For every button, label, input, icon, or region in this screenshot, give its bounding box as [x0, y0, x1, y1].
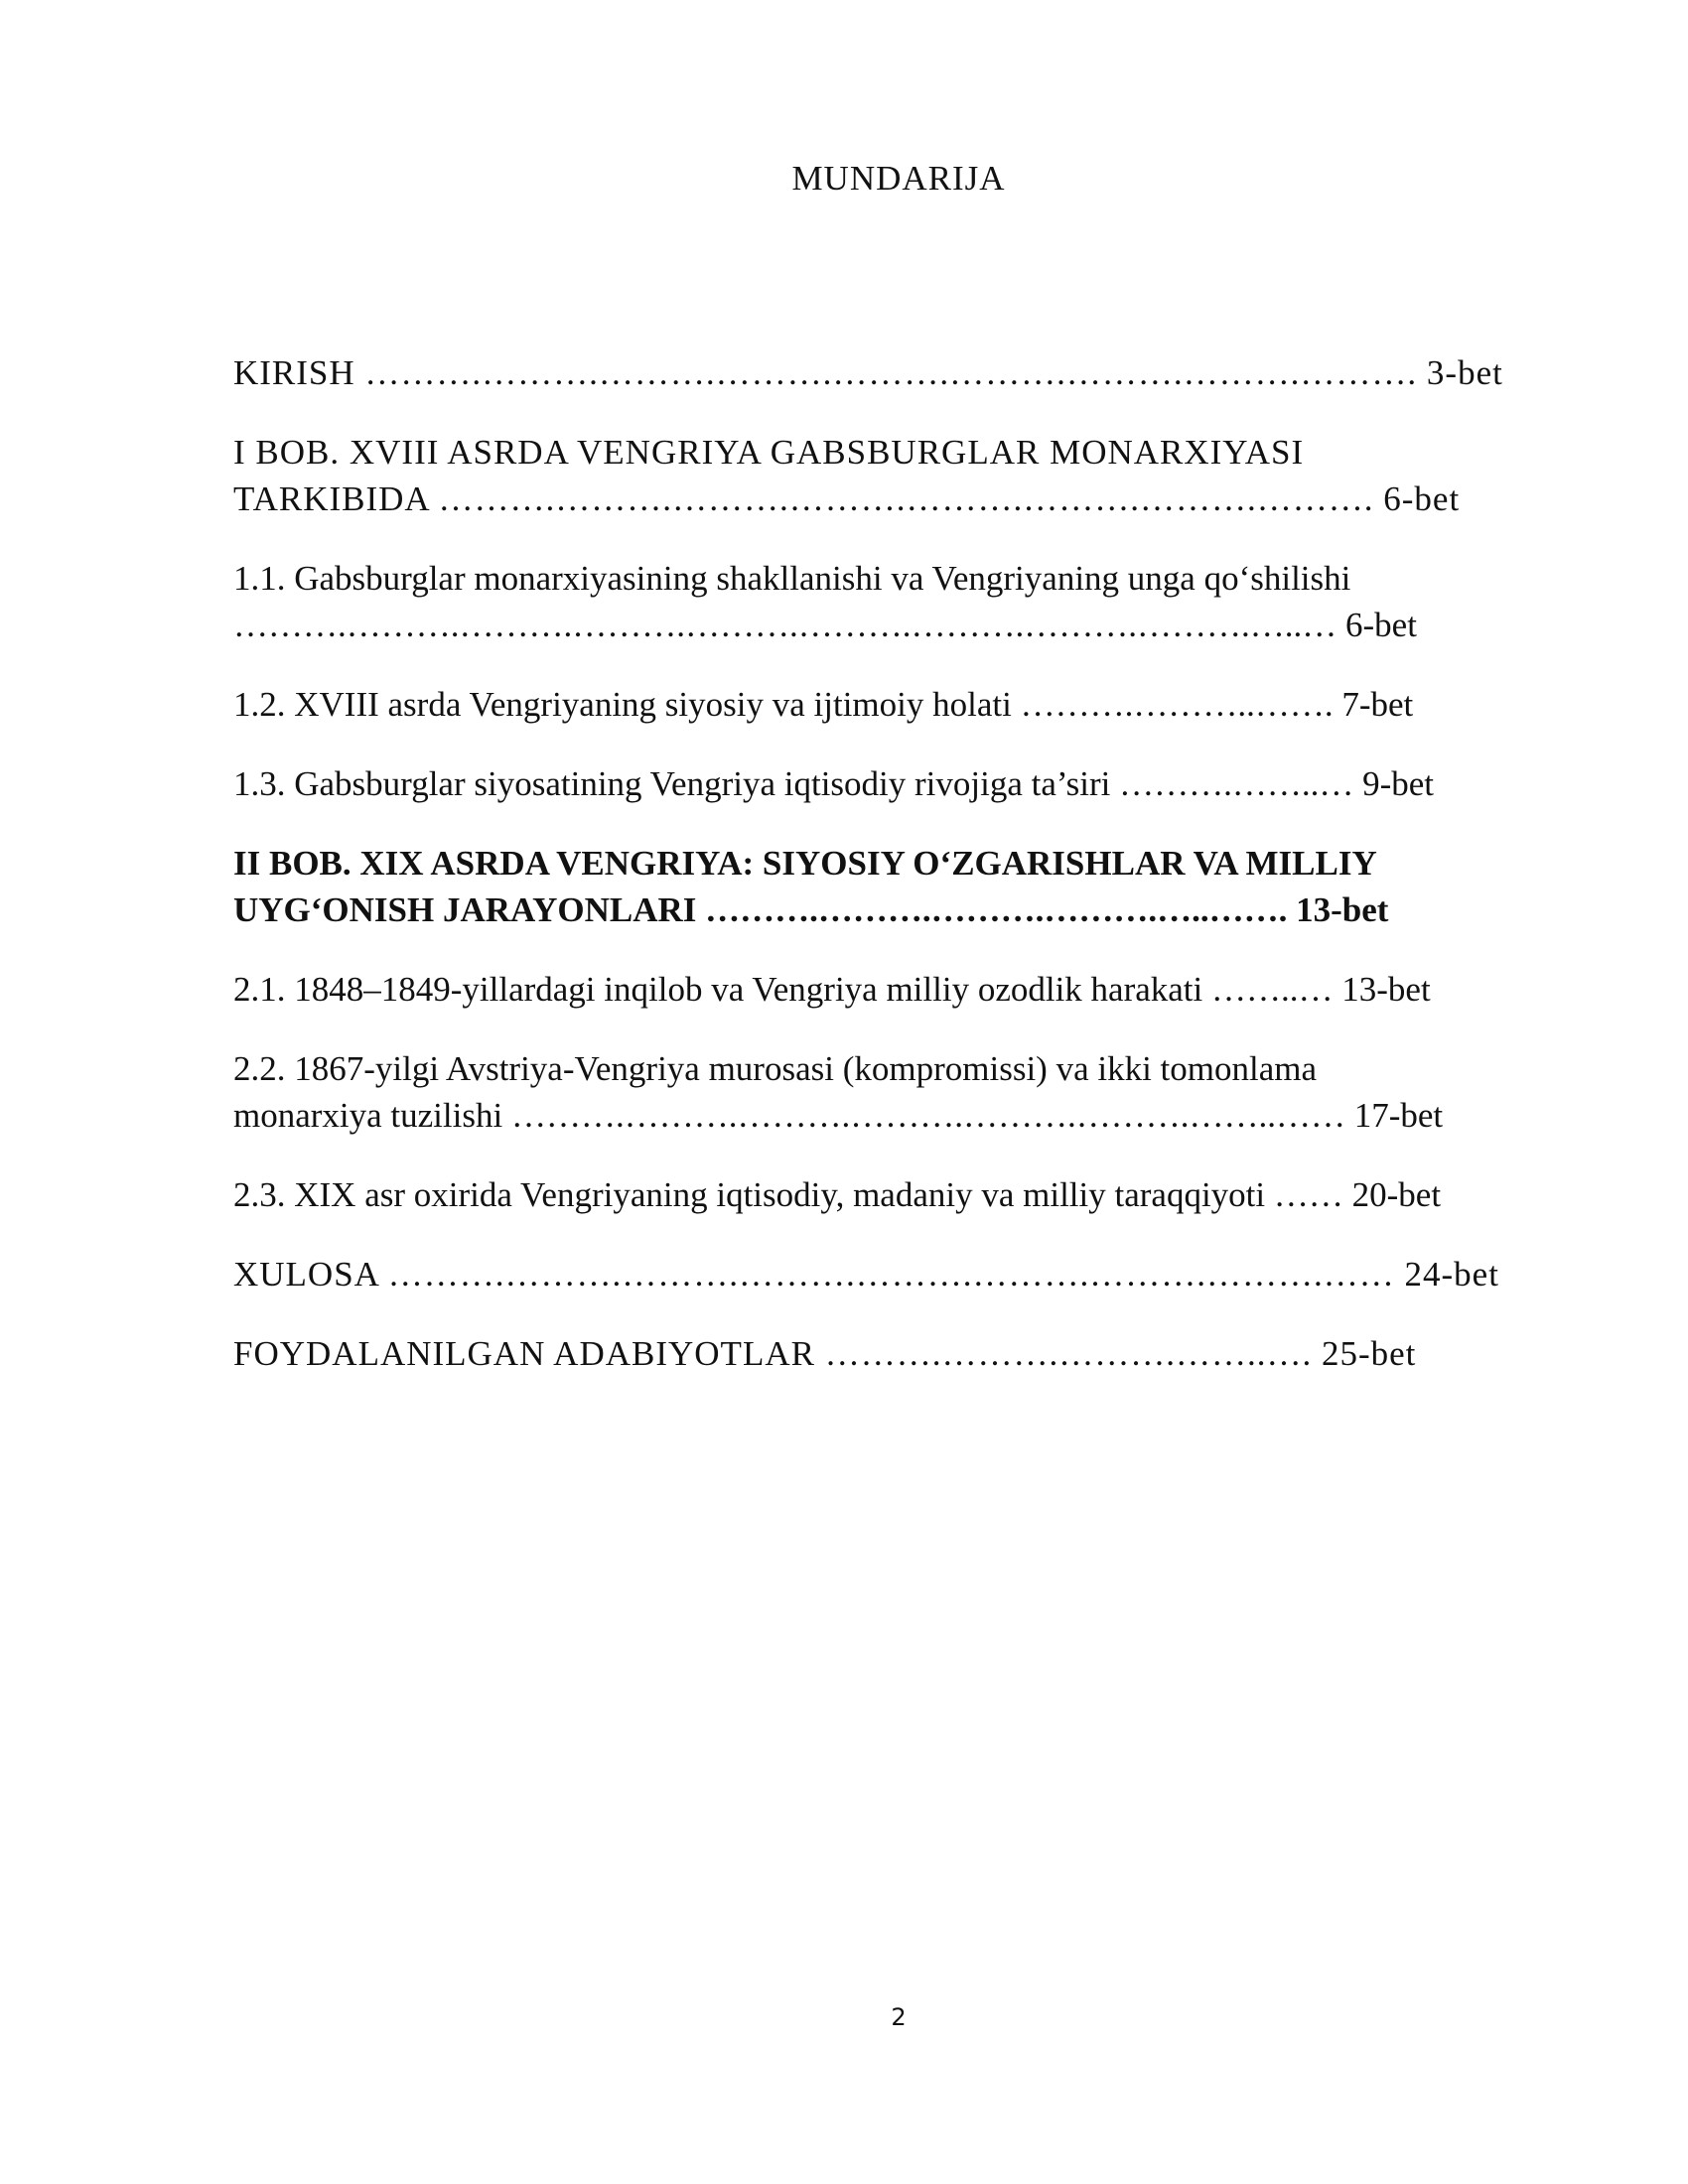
toc-entry-section-1-2[interactable]	[233, 681, 1554, 728]
toc-entry-line: II BOB. XIX ASRDA VENGRIYA: SIYOSIY O‘ZGARISHLAR VA MILLIY	[233, 844, 1377, 883]
toc-entry-line: UYG‘ONISH JARAYONLARI ……….……….……….……….…..……. 13-bet	[233, 890, 1389, 929]
toc-entry-line: 1.2. XVIII asrda Vengriyaning siyosiy va ijtimoiy holati ……….………..……. 7-bet	[233, 685, 1414, 724]
toc-entry-line: FOYDALANILGAN ADABIYOTLAR ……….……….……….……..…. 25-bet	[233, 1334, 1417, 1373]
table-of-contents	[233, 349, 1554, 1410]
toc-entry-line: monarxiya tuzilishi ……….……….……….……….……….……….……..…… 17-bet	[233, 1096, 1444, 1135]
toc-entry-line: 2.3. XIX asr oxirida Vengriyaning iqtisodiy, madaniy va milliy taraqqiyoti …… 20-bet	[233, 1175, 1442, 1214]
toc-entry-line: 1.3. Gabsburglar siyosatining Vengriya iqtisodiy rivojiga ta’siri ……….……..… 9-bet	[233, 764, 1435, 803]
toc-entry-xulosa[interactable]	[233, 1251, 1554, 1297]
toc-entry-line: 2.2. 1867-yilgi Avstriya-Vengriya murosasi (kompromissi) va ikki tomonlama	[233, 1049, 1318, 1088]
toc-entry-line: KIRISH ……….……….……….……….……….……….……….……….………. 3-bet	[233, 353, 1503, 392]
toc-entry-line: TARKIBIDA ……….……….……….……….……….……….……….………. 6-bet	[233, 479, 1461, 518]
toc-entry-line: XULOSA ……….……….……….……….……….……….……….……….…… 24-bet	[233, 1255, 1499, 1294]
toc-entry-section-2-1[interactable]	[233, 966, 1554, 1013]
toc-entry-section-1-1[interactable]	[233, 555, 1554, 648]
page-title: MUNDARIJA	[791, 159, 1006, 198]
toc-entry-line: 2.1. 1848–1849-yillardagi inqilob va Vengriya milliy ozodlik harakati ……..… 13-bet	[233, 970, 1431, 1009]
toc-entry-bibliography[interactable]	[233, 1330, 1554, 1377]
toc-entry-line: 1.1. Gabsburglar monarxiyasining shakllanishi va Vengriyaning unga qo‘shilishi	[233, 559, 1351, 598]
toc-entry-chapter-2[interactable]	[233, 840, 1554, 933]
toc-entry-section-2-3[interactable]	[233, 1171, 1554, 1218]
toc-entry-line: ……….……….……….……….……….……….……….……….……….…..… 6-bet	[233, 606, 1417, 644]
toc-entry-section-1-3[interactable]	[233, 760, 1554, 807]
toc-entry-section-2-2[interactable]	[233, 1045, 1554, 1139]
toc-entry-line: I BOB. XVIII ASRDA VENGRIYA GABSBURGLAR MONARXIYASI	[233, 433, 1305, 472]
toc-entry-chapter-1[interactable]	[233, 429, 1554, 522]
toc-entry-kirish[interactable]	[233, 349, 1554, 396]
page-number: 2	[891, 2003, 907, 2031]
